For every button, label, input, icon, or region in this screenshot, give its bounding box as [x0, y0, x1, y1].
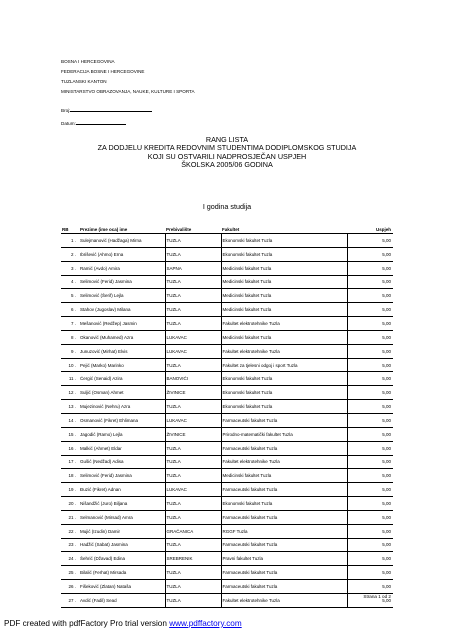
faculty-cell: Fakultet elektrotehnike Tuzla	[221, 317, 347, 331]
grade-cell: 5,00	[347, 234, 393, 248]
faculty-cell: Prirodno-matematički fakultet Tuzla	[221, 427, 347, 441]
rb-cell: 27 .	[61, 593, 79, 607]
residence-cell: TUZLA	[165, 247, 221, 261]
table-row	[61, 566, 393, 580]
grade-cell: 5,00	[347, 593, 393, 607]
table-row	[61, 289, 393, 303]
grade-cell: 5,00	[347, 441, 393, 455]
residence-cell: LUKAVAC	[165, 413, 221, 427]
table-row	[61, 510, 393, 524]
faculty-cell: Ekonomski fakultet Tuzla	[221, 247, 347, 261]
table-row	[61, 234, 393, 248]
name-cell: Nišandžić (Juro) Biljana	[79, 497, 165, 511]
table-row	[61, 538, 393, 552]
residence-cell: ŽIVINICE	[165, 427, 221, 441]
name-cell: Jagodić (Ramo) Lejla	[79, 427, 165, 441]
grade-cell: 5,00	[347, 566, 393, 580]
table-row	[61, 483, 393, 497]
residence-cell: ŽIVINICE	[165, 386, 221, 400]
grade-cell: 5,00	[347, 552, 393, 566]
table-row	[61, 400, 393, 414]
rb-cell: 17 .	[61, 455, 79, 469]
grade-cell: 5,00	[347, 580, 393, 594]
page-counter: Strana 1 od 2	[363, 594, 391, 599]
name-cell: Selimović (Ferid) Jasmina	[79, 275, 165, 289]
title-line: KOJI SU OSTVARILI NADPROSJEČAN USPJEH	[147, 151, 307, 161]
name-cell: Mujić (Izudin) Damir	[79, 524, 165, 538]
pdf-footer	[4, 619, 242, 628]
table-row	[61, 413, 393, 427]
table-row	[61, 247, 393, 261]
footer-link[interactable]: www.pdffactory.com	[169, 619, 242, 628]
faculty-cell: Farmaceutski fakultet Tuzla	[221, 510, 347, 524]
rb-cell: 12 .	[61, 386, 79, 400]
ranking-table	[61, 225, 393, 608]
residence-cell: TUZLA	[165, 303, 221, 317]
rb-cell: 25 .	[61, 566, 79, 580]
grade-cell: 5,00	[347, 303, 393, 317]
residence-cell: SREBRENIK	[165, 552, 221, 566]
residence-cell: TUZLA	[165, 593, 221, 607]
title-line: ŠKOLSKA 2005/06 GODINA	[181, 160, 273, 170]
grade-cell: 5,00	[347, 372, 393, 386]
residence-cell: TUZLA	[165, 580, 221, 594]
broj-label: Broj:	[61, 108, 71, 113]
rb-cell: 4 .	[61, 275, 79, 289]
residence-cell: TUZLA	[165, 455, 221, 469]
residence-cell: TUZLA	[165, 538, 221, 552]
rb-cell: 15 .	[61, 427, 79, 441]
faculty-cell: Medicinski fakultet Tuzla	[221, 469, 347, 483]
faculty-cell: Farmaceutski fakultet Tuzla	[221, 538, 347, 552]
faculty-cell: Medicinski fakultet Tuzla	[221, 303, 347, 317]
grade-cell: 5,00	[347, 497, 393, 511]
table-row	[61, 344, 393, 358]
title-line: ZA DODJELU KREDITA REDOVNIM STUDENTIMA DODIPLOMSKOG STUDIJA	[97, 143, 357, 153]
residence-cell: TUZLA	[165, 400, 221, 414]
residence-cell: TUZLA	[165, 289, 221, 303]
rb-cell: 16 .	[61, 441, 79, 455]
table-header-row	[61, 225, 393, 234]
name-cell: Junuzović (Mirhat) Elvis	[79, 344, 165, 358]
grade-cell: 5,00	[347, 483, 393, 497]
document-subtitle: I godina studija	[202, 202, 252, 211]
grade-cell: 5,00	[347, 358, 393, 372]
faculty-cell: Ekonomski fakultet Tuzla	[221, 497, 347, 511]
rb-cell: 6 .	[61, 303, 79, 317]
rb-cell: 21 .	[61, 510, 79, 524]
name-cell: Ćergić (Senaid) Azira	[79, 372, 165, 386]
table-row	[61, 317, 393, 331]
residence-cell: TUZLA	[165, 441, 221, 455]
name-cell: Selimović (Šerif) Lejla	[79, 289, 165, 303]
col-header-residence: Prebivalište	[165, 225, 221, 234]
name-cell: Stahov (Jugoslav) Milana	[79, 303, 165, 317]
residence-cell: TUZLA	[165, 469, 221, 483]
residence-cell: SAPNA	[165, 261, 221, 275]
rb-cell: 23 .	[61, 538, 79, 552]
name-cell: Osmanović (Fikret) Ehlimana	[79, 413, 165, 427]
name-cell: Fišeković (Zlatan) Nataša	[79, 580, 165, 594]
table-row	[61, 580, 393, 594]
col-header-grade: Uspjeh	[347, 225, 393, 234]
faculty-cell: Farmaceutski fakultet Tuzla	[221, 441, 347, 455]
datum-label: Datum:	[61, 121, 76, 126]
rb-cell: 10 .	[61, 358, 79, 372]
grade-cell: 5,00	[347, 413, 393, 427]
rb-cell: 7 .	[61, 317, 79, 331]
faculty-cell: Farmaceutski fakultet Tuzla	[221, 580, 347, 594]
residence-cell: TUZLA	[165, 497, 221, 511]
residence-cell: TUZLA	[165, 566, 221, 580]
col-header-rb: RB	[61, 225, 79, 234]
grade-cell: 5,00	[347, 510, 393, 524]
name-cell: Đuzić (Fikret) Adnan	[79, 483, 165, 497]
rb-cell: 22 .	[61, 524, 79, 538]
rb-cell: 1 .	[61, 234, 79, 248]
table-row	[61, 552, 393, 566]
rb-cell: 9 .	[61, 344, 79, 358]
name-cell: Okanović (Muhamed) Azra	[79, 330, 165, 344]
residence-cell: BANOVIĆI	[165, 372, 221, 386]
table-row	[61, 330, 393, 344]
residence-cell: TUZLA	[165, 275, 221, 289]
table-row	[61, 524, 393, 538]
rb-cell: 24 .	[61, 552, 79, 566]
table-row	[61, 261, 393, 275]
name-cell: Mujezinović (Nehru) Azra	[79, 400, 165, 414]
name-cell: Šehrić (Džavad) Edina	[79, 552, 165, 566]
footer-text: PDF created with pdfFactory Pro trial version	[4, 619, 170, 628]
table-row	[61, 386, 393, 400]
name-cell: Pejić (Marko) Marinko	[79, 358, 165, 372]
header-country: BOSNA I HERCEGOVINA	[61, 59, 115, 64]
rb-cell: 18 .	[61, 469, 79, 483]
residence-cell: TUZLA	[165, 358, 221, 372]
faculty-cell: Ekonomski fakultet Tuzla	[221, 372, 347, 386]
table-row	[61, 303, 393, 317]
grade-cell: 5,00	[347, 455, 393, 469]
title-line: RANG LISTA	[205, 135, 249, 144]
rb-cell: 19 .	[61, 483, 79, 497]
faculty-cell: Pravni fakultet Tuzla	[221, 552, 347, 566]
residence-cell: LUKAVAC	[165, 483, 221, 497]
name-cell: Malkić (Ahmet) Eldar	[79, 441, 165, 455]
rb-cell: 14 .	[61, 413, 79, 427]
table-row	[61, 372, 393, 386]
grade-cell: 5,00	[347, 289, 393, 303]
residence-cell: TUZLA	[165, 510, 221, 524]
name-cell: Selmanović (Mirsad) Amra	[79, 510, 165, 524]
faculty-cell: Fakultet za tjelesni odgoj i sport Tuzla	[221, 358, 347, 372]
rb-cell: 2 .	[61, 247, 79, 261]
table-row	[61, 593, 393, 607]
datum-line	[76, 120, 126, 125]
name-cell: Selimović (Ferid) Jasmina	[79, 469, 165, 483]
rb-cell: 11 .	[61, 372, 79, 386]
residence-cell: TUZLA	[165, 317, 221, 331]
name-cell: Hadžić (Sabat) Jasmina	[79, 538, 165, 552]
faculty-cell: Fakultet elektrotehnike Tuzla	[221, 455, 347, 469]
table-row	[61, 469, 393, 483]
rb-cell: 20 .	[61, 497, 79, 511]
faculty-cell: Medicinski fakultet Tuzla	[221, 261, 347, 275]
rb-cell: 3 .	[61, 261, 79, 275]
faculty-cell: Ekonomski fakultet Tuzla	[221, 234, 347, 248]
faculty-cell: Farmaceutski fakultet Tuzla	[221, 413, 347, 427]
grade-cell: 5,00	[347, 386, 393, 400]
grade-cell: 5,00	[347, 524, 393, 538]
grade-cell: 5,00	[347, 330, 393, 344]
col-header-name: Prezime (ime oca) ime	[79, 225, 165, 234]
table-row	[61, 497, 393, 511]
faculty-cell: Medicinski fakultet Tuzla	[221, 330, 347, 344]
name-cell: Ibrišević (Ahmo) Erna	[79, 247, 165, 261]
faculty-cell: Medicinski fakultet Tuzla	[221, 289, 347, 303]
table-row	[61, 441, 393, 455]
residence-cell: LUKAVAC	[165, 330, 221, 344]
faculty-cell: Farmaceutski fakultet Tuzla	[221, 483, 347, 497]
rb-cell: 5 .	[61, 289, 79, 303]
grade-cell: 5,00	[347, 261, 393, 275]
broj-line	[70, 107, 152, 112]
grade-cell: 5,00	[347, 275, 393, 289]
faculty-cell: Fakultet elektrotehnike Tuzla	[221, 344, 347, 358]
grade-cell: 5,00	[347, 400, 393, 414]
header-ministry: MINISTARSTVO OBRAZOVANJA, NAUKE, KULTURE I SPORTA	[61, 89, 195, 94]
grade-cell: 5,00	[347, 344, 393, 358]
grade-cell: 5,00	[347, 247, 393, 261]
header-canton: TUZLANSKI KANTON	[61, 79, 107, 84]
grade-cell: 5,00	[347, 469, 393, 483]
name-cell: Mešanović (Redžep) Jasmin	[79, 317, 165, 331]
residence-cell: LUKAVAC	[165, 344, 221, 358]
residence-cell: TUZLA	[165, 234, 221, 248]
table-row	[61, 358, 393, 372]
grade-cell: 5,00	[347, 427, 393, 441]
name-cell: Suljić (Osman) Ahmet	[79, 386, 165, 400]
faculty-cell: Medicinski fakultet Tuzla	[221, 275, 347, 289]
rb-cell: 8 .	[61, 330, 79, 344]
name-cell: Ramić (Avdo) Amira	[79, 261, 165, 275]
rb-cell: 26 .	[61, 580, 79, 594]
residence-cell: GRAČANICA	[165, 524, 221, 538]
document-page	[51, 54, 403, 609]
name-cell: Avdić (Fadil) Sead	[79, 593, 165, 607]
datum-field	[61, 120, 126, 126]
name-cell: Sulejmanović (Hadžaga) Mirna	[79, 234, 165, 248]
col-header-faculty: Fakultet	[221, 225, 347, 234]
table-row	[61, 427, 393, 441]
broj-field	[61, 107, 152, 113]
faculty-cell: RGGF Tuzla	[221, 524, 347, 538]
rb-cell: 13 .	[61, 400, 79, 414]
table-row	[61, 455, 393, 469]
faculty-cell: Fakultet elektrotehnike Tuzla	[221, 593, 347, 607]
name-cell: Gušić (Nedžad) Adisa	[79, 455, 165, 469]
table-row	[61, 275, 393, 289]
faculty-cell: Farmaceutski fakultet Tuzla	[221, 566, 347, 580]
grade-cell: 5,00	[347, 317, 393, 331]
document-title	[51, 136, 403, 170]
faculty-cell: Ekonomski fakultet Tuzla	[221, 400, 347, 414]
faculty-cell: Ekonomski fakultet Tuzla	[221, 386, 347, 400]
name-cell: Bilalić (Ferhat) Mirsada	[79, 566, 165, 580]
grade-cell: 5,00	[347, 538, 393, 552]
header-federation: FEDERACIJA BOSNE I HERCEGOVINE	[61, 69, 145, 74]
